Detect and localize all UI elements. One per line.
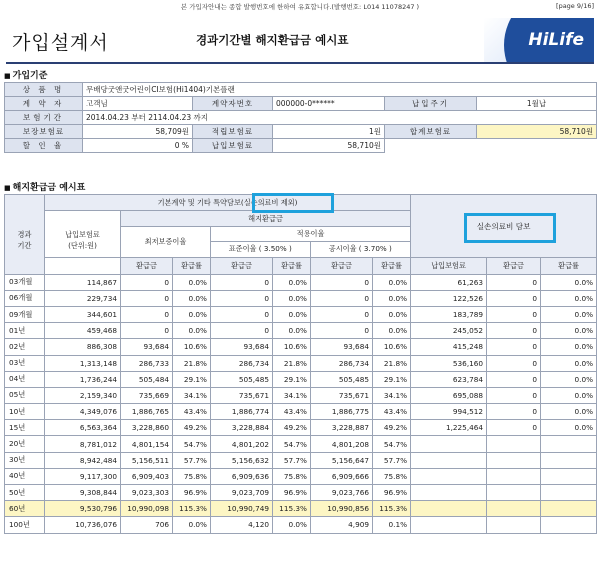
value-cell: 54.7% [173,436,211,452]
value-cell: 4,801,208 [311,436,373,452]
value-cell: 886,308 [45,339,121,355]
value-cell: 0.0% [173,323,211,339]
value-cell: 10,736,076 [45,517,121,533]
col-header-std-rate: 표준이율 ( 3.50% ) [211,242,311,257]
empty-cell [385,139,597,153]
value-cell: 286,734 [211,355,273,371]
col-header-pub-rate: 공시이율 ( 3.70% ) [328,244,392,254]
hilife-logo [484,18,594,62]
col-header-amount: 환급금 [121,258,173,274]
table-row [5,290,597,306]
value-cell: 61,263 [411,274,487,290]
value-cell: 0 [211,290,273,306]
value-cell: 115.3% [173,501,211,517]
value-cell [487,452,541,468]
value-cell: 1,886,774 [211,404,273,420]
value-cell: 115.3% [373,501,411,517]
value-cell [411,436,487,452]
value-cell: 0 [121,290,173,306]
table-row [5,517,597,533]
value-cell: 0 [311,323,373,339]
value-cell: 505,485 [211,371,273,387]
col-header-rate: 환급률 [173,258,211,274]
value-cell [541,436,597,452]
period-value: 2014.04.23 부터 2114.04.23 까지 [83,111,597,125]
period-cell: 15년 [5,420,45,436]
value-cell: 34.1% [373,387,411,403]
refund-table [4,194,597,534]
col-header-rate: 환급률 [541,258,597,274]
value-cell: 706 [121,517,173,533]
value-cell: 1,886,765 [121,404,173,420]
value-cell [487,517,541,533]
value-cell: 0.0% [273,290,311,306]
col-header-amount: 환급금 [311,258,373,274]
value-cell: 1,313,148 [45,355,121,371]
value-cell: 43.4% [173,404,211,420]
value-cell: 0.0% [541,355,597,371]
value-cell: 0.0% [173,517,211,533]
value-cell: 6,563,364 [45,420,121,436]
period-cell: 03개월 [5,274,45,290]
value-cell: 57.7% [373,452,411,468]
value-cell: 0 [121,323,173,339]
section-title-refund: ■ 해지환급금 예시표 [4,183,86,193]
contract-no-value: 000000-0****** [273,97,385,111]
value-cell: 505,485 [311,371,373,387]
value-cell: 1,886,775 [311,404,373,420]
value-cell: 0 [311,274,373,290]
value-cell: 34.1% [173,387,211,403]
value-cell: 3,228,884 [211,420,273,436]
value-cell: 0.0% [273,517,311,533]
value-cell: 122,526 [411,290,487,306]
logo-text: HiLife [528,30,584,50]
value-cell: 4,909 [311,517,373,533]
value-cell: 0.0% [273,306,311,322]
col-header-medical: 실손의료비 담보 [411,195,597,258]
value-cell: 29.1% [273,371,311,387]
discount-value: 0 % [83,139,193,153]
period-cell: 20년 [5,436,45,452]
value-cell: 0.0% [541,323,597,339]
value-cell: 0.0% [373,323,411,339]
value-cell: 5,156,647 [311,452,373,468]
value-cell: 735,669 [121,387,173,403]
value-cell: 6,909,636 [211,468,273,484]
period-cell: 09개월 [5,306,45,322]
value-cell: 1,225,464 [411,420,487,436]
col-header-period: 경과 기간 [5,195,45,275]
table-row [5,371,597,387]
value-cell: 0.0% [541,290,597,306]
value-cell: 6,909,403 [121,468,173,484]
value-cell: 4,120 [211,517,273,533]
col-header-rate: 환급률 [373,258,411,274]
value-cell: 0 [487,387,541,403]
value-cell: 75.8% [273,468,311,484]
table-row [5,404,597,420]
value-cell: 10,990,856 [311,501,373,517]
value-cell: 57.7% [273,452,311,468]
value-cell: 0 [487,274,541,290]
table-row [5,323,597,339]
table-row [5,306,597,322]
value-cell: 0 [121,274,173,290]
document-subtitle: 경과기간별 해지환급금 예시표 [196,33,349,47]
value-cell: 75.8% [373,468,411,484]
period-cell: 06개월 [5,290,45,306]
table-row [5,436,597,452]
col-header-applied-rate: 적용이율 표준이율 ( 3.50% ) 공시이율 ( 3.70% ) [211,227,411,258]
value-cell: 54.7% [273,436,311,452]
period-cell: 01년 [5,323,45,339]
period-cell: 50년 [5,485,45,501]
col-header-refund: 해지환급금 [121,211,411,227]
table-row [5,485,597,501]
value-cell: 0.0% [373,274,411,290]
period-cell: 10년 [5,404,45,420]
value-cell [541,485,597,501]
value-cell [411,468,487,484]
value-cell: 6,909,666 [311,468,373,484]
value-cell [541,452,597,468]
pay-cycle-value: 1월납 [477,97,597,111]
value-cell: 29.1% [173,371,211,387]
value-cell: 10.6% [373,339,411,355]
product-value: 무배당굿앤굿어린이CI보험(Hi1404)기본플랜 [83,83,597,97]
period-cell: 05년 [5,387,45,403]
paid-premium-value: 58,710원 [273,139,385,153]
value-cell: 994,512 [411,404,487,420]
period-label: 보험기간 [5,111,83,125]
value-cell: 0 [121,306,173,322]
value-cell: 93,684 [211,339,273,355]
table-row [5,452,597,468]
value-cell: 505,484 [121,371,173,387]
value-cell [487,485,541,501]
value-cell: 0.0% [273,323,311,339]
value-cell: 623,784 [411,371,487,387]
value-cell: 0 [487,404,541,420]
value-cell: 93,684 [311,339,373,355]
value-cell: 9,023,709 [211,485,273,501]
value-cell: 0.0% [541,420,597,436]
section-title-basis: ■ 가입기준 [4,71,48,81]
value-cell: 8,781,012 [45,436,121,452]
value-cell: 0 [211,323,273,339]
value-cell: 5,156,511 [121,452,173,468]
table-row [5,420,597,436]
page-number: [page 9/16] [556,2,594,10]
value-cell: 93,684 [121,339,173,355]
value-cell [541,501,597,517]
value-cell: 4,801,202 [211,436,273,452]
value-cell: 10,990,749 [211,501,273,517]
value-cell [411,517,487,533]
period-cell: 40년 [5,468,45,484]
value-cell: 2,159,340 [45,387,121,403]
value-cell: 0.0% [173,274,211,290]
acc-premium-value: 1원 [273,125,385,139]
value-cell: 0 [487,371,541,387]
value-cell: 0.0% [541,404,597,420]
value-cell: 4,801,154 [121,436,173,452]
table-row [5,387,597,403]
value-cell: 0.0% [273,274,311,290]
col-header-paid-medical: 납입보험료 [411,258,487,274]
base-premium-label: 보장보험료 [5,125,83,139]
value-cell: 9,308,844 [45,485,121,501]
value-cell: 4,349,076 [45,404,121,420]
table-row [5,355,597,371]
product-label: 상 품 명 [5,83,83,97]
value-cell [487,436,541,452]
paid-premium-label: 납입보험료 [193,139,273,153]
value-cell: 8,942,484 [45,452,121,468]
value-cell [541,468,597,484]
value-cell: 21.8% [273,355,311,371]
period-cell: 03년 [5,355,45,371]
document-title: 가입설계서 [12,32,109,54]
value-cell: 0.0% [173,306,211,322]
value-cell [411,485,487,501]
value-cell: 459,468 [45,323,121,339]
value-cell: 695,088 [411,387,487,403]
value-cell: 21.8% [173,355,211,371]
value-cell: 344,601 [45,306,121,322]
col-header-min-rate: 최저보증이율 [121,227,211,258]
value-cell [411,501,487,517]
col-header-main: 기본계약 및 기타 특약담보(실손의료비 제외) [45,195,411,211]
value-cell [487,468,541,484]
value-cell: 75.8% [173,468,211,484]
value-cell: 54.7% [373,436,411,452]
value-cell: 0.0% [541,387,597,403]
basis-table [4,82,597,153]
value-cell: 0 [487,420,541,436]
value-cell: 9,530,796 [45,501,121,517]
value-cell: 415,248 [411,339,487,355]
col-header-amount: 환급금 [487,258,541,274]
col-header-blank [45,258,121,274]
value-cell: 0 [487,290,541,306]
value-cell: 0.0% [373,290,411,306]
value-cell: 10.6% [173,339,211,355]
value-cell: 10.6% [273,339,311,355]
total-premium-label: 합계보험료 [385,125,477,139]
value-cell: 9,023,303 [121,485,173,501]
value-cell: 536,160 [411,355,487,371]
value-cell: 0.0% [541,339,597,355]
value-cell: 735,671 [311,387,373,403]
value-cell: 9,117,300 [45,468,121,484]
value-cell: 3,228,860 [121,420,173,436]
period-cell: 04년 [5,371,45,387]
document-header [6,18,594,64]
total-premium-value: 58,710원 [477,125,597,139]
value-cell: 286,733 [121,355,173,371]
value-cell: 34.1% [273,387,311,403]
base-premium-value: 58,709원 [83,125,193,139]
value-cell: 0 [211,274,273,290]
value-cell: 0 [487,339,541,355]
value-cell: 43.4% [273,404,311,420]
value-cell [411,452,487,468]
period-cell: 100년 [5,517,45,533]
period-cell: 30년 [5,452,45,468]
square-bullet-icon: ■ [4,72,11,80]
col-header-rate: 환급률 [273,258,311,274]
value-cell: 5,156,632 [211,452,273,468]
value-cell: 114,867 [45,274,121,290]
value-cell: 0 [487,355,541,371]
value-cell: 0.0% [173,290,211,306]
value-cell: 10,990,098 [121,501,173,517]
value-cell: 115.3% [273,501,311,517]
value-cell: 0 [487,306,541,322]
notice-text: 본 가입자안내는 종합 발행번호에 한하여 유효합니다.(발행번호: L014 11078247 ) [180,3,420,11]
value-cell: 0 [487,323,541,339]
contract-no-label: 계약자번호 [193,97,273,111]
value-cell: 245,052 [411,323,487,339]
value-cell: 9,023,766 [311,485,373,501]
value-cell: 49.2% [173,420,211,436]
value-cell: 183,789 [411,306,487,322]
value-cell: 286,734 [311,355,373,371]
value-cell: 96.9% [373,485,411,501]
contractor-value: 고객님 [83,97,193,111]
value-cell: 735,671 [211,387,273,403]
value-cell: 96.9% [173,485,211,501]
value-cell: 49.2% [273,420,311,436]
value-cell [487,501,541,517]
value-cell: 0.0% [373,306,411,322]
value-cell: 96.9% [273,485,311,501]
value-cell: 43.4% [373,404,411,420]
value-cell: 1,736,244 [45,371,121,387]
value-cell: 3,228,887 [311,420,373,436]
value-cell: 57.7% [173,452,211,468]
period-cell: 02년 [5,339,45,355]
contractor-label: 계 약 자 [5,97,83,111]
value-cell: 29.1% [373,371,411,387]
value-cell: 0.0% [541,274,597,290]
period-cell: 60년 [5,501,45,517]
col-header-amount: 환급금 [211,258,273,274]
col-header-paid: 납입보험료 (단위:원) [45,211,121,258]
table-row [5,339,597,355]
table-row [5,501,597,517]
value-cell: 0.0% [541,371,597,387]
acc-premium-label: 적립보험료 [193,125,273,139]
square-bullet-icon: ■ [4,184,11,192]
value-cell: 0 [311,290,373,306]
value-cell [541,517,597,533]
table-row [5,468,597,484]
discount-label: 할 인 율 [5,139,83,153]
value-cell: 0 [311,306,373,322]
pay-cycle-label: 납입주기 [385,97,477,111]
table-row [5,274,597,290]
value-cell: 0.0% [541,306,597,322]
value-cell: 0.1% [373,517,411,533]
value-cell: 49.2% [373,420,411,436]
value-cell: 0 [211,306,273,322]
value-cell: 21.8% [373,355,411,371]
value-cell: 229,734 [45,290,121,306]
